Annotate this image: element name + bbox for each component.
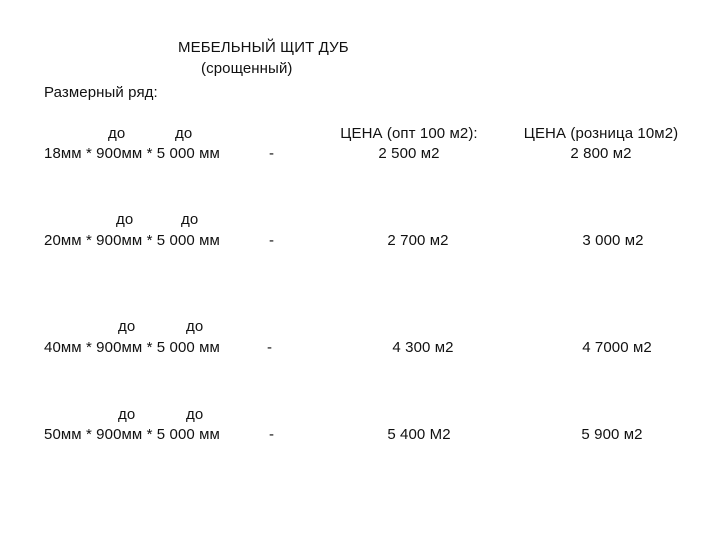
row-4-upto-2: до [186, 406, 204, 423]
row-2-upto-1: до [116, 211, 134, 228]
row-4-upto-1: до [118, 406, 136, 423]
row-3-retail-price: 4 7000 м2 [582, 339, 652, 356]
row-2-dash: - [269, 232, 275, 249]
header-wholesale-price: ЦЕНА (опт 100 м2): [340, 125, 478, 142]
row-3-wholesale-price: 4 300 м2 [392, 339, 454, 356]
header-retail-price: ЦЕНА (розница 10м2) [523, 125, 679, 142]
row-1-retail-price: 2 800 м2 [570, 145, 632, 162]
row-1-upto-1: до [108, 125, 126, 142]
row-4-size: 50мм * 900мм * 5 000 мм [44, 426, 220, 443]
title-line-2: (срощенный) [201, 60, 293, 77]
row-1-dash: - [269, 145, 275, 162]
row-4-wholesale-price: 5 400 М2 [387, 426, 451, 443]
row-1-size: 18мм * 900мм * 5 000 мм [44, 145, 220, 162]
row-2-upto-2: до [181, 211, 199, 228]
title-line-1: МЕБЕЛЬНЫЙ ЩИТ ДУБ [178, 39, 349, 56]
row-2-size: 20мм * 900мм * 5 000 мм [44, 232, 220, 249]
row-2-retail-price: 3 000 м2 [582, 232, 644, 249]
row-1-wholesale-price: 2 500 м2 [378, 145, 440, 162]
size-range-label: Размерный ряд: [44, 84, 158, 101]
row-4-dash: - [269, 426, 275, 443]
row-3-dash: - [267, 339, 273, 356]
row-3-upto-1: до [118, 318, 136, 335]
row-3-size: 40мм * 900мм * 5 000 мм [44, 339, 220, 356]
row-3-upto-2: до [186, 318, 204, 335]
row-2-wholesale-price: 2 700 м2 [387, 232, 449, 249]
row-1-upto-2: до [175, 125, 193, 142]
row-4-retail-price: 5 900 м2 [581, 426, 643, 443]
